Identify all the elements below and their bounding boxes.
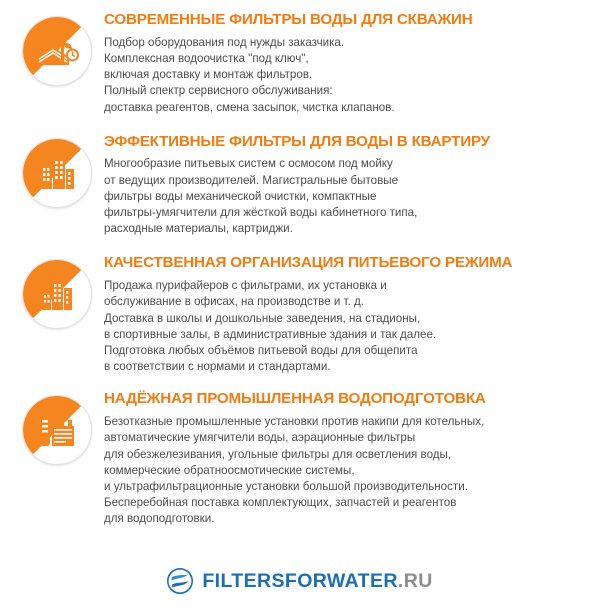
- body-line: в спортивные залы, в административные здания и так далее.: [104, 327, 437, 341]
- body-line: Доставка в школы и дошкольные заведения, на стадионы,: [104, 311, 421, 325]
- badge-inner: [23, 139, 91, 207]
- body-line: фильтры воды механической очистки, компактные: [104, 189, 377, 203]
- text-column: [100, 391, 588, 527]
- body-line: Многообразие питьевых систем с осмосом под мойку: [104, 157, 393, 171]
- well-field-icon: [22, 16, 92, 86]
- section-title: СОВРЕМЕННЫЕ ФИЛЬТРЫ ВОДЫ ДЛЯ СКВАЖИН: [104, 11, 473, 28]
- section-body: [104, 156, 588, 237]
- body-line: Подбор оборудования под нужды заказчика.: [104, 35, 345, 49]
- text-column: [100, 255, 588, 375]
- body-line: Безотказные промышленные установки против накипи для котельных,: [104, 415, 485, 429]
- section-body: [104, 35, 588, 116]
- icon-column: [14, 134, 100, 208]
- body-line: для водоподготовки.: [104, 512, 215, 526]
- icon-column: [14, 391, 100, 465]
- section-industrial: [0, 391, 600, 527]
- logo-text-tld: .RU: [397, 569, 433, 592]
- body-line: коммерческие обратноосмотические системы,: [104, 463, 355, 477]
- body-line: Подготовка любых объёмов питьевой воды для общепита: [104, 344, 418, 357]
- body-line: расходные материалы, картриджи.: [104, 222, 293, 236]
- body-line: от ведущих производителей. Магистральные бытовые: [104, 173, 399, 187]
- promo-page: [0, 12, 600, 612]
- logo-text: [202, 570, 432, 593]
- body-line: автоматические умягчители воды, аэрационные фильтры: [104, 431, 416, 445]
- body-line: в соответствии с нормами и стандартами.: [104, 360, 331, 374]
- section-body: [104, 278, 588, 375]
- water-swirl-logo-icon: [167, 568, 193, 594]
- icon-column: [14, 12, 100, 86]
- section-title: ЭФФЕКТИВНЫЕ ФИЛЬТРЫ ДЛЯ ВОДЫ В КВАРТИРУ: [104, 132, 490, 150]
- section-drinking-regime: [0, 255, 600, 375]
- icon-column: [14, 255, 100, 329]
- body-line: Бесперебойная поставка комплектующих, запчастей и реагентов: [104, 496, 457, 510]
- body-line: Продажа пурифайеров с фильтрами, их установка и: [104, 279, 387, 293]
- industrial-plant-icon: [22, 395, 92, 465]
- text-column: [100, 12, 588, 116]
- body-line: Полный спектр сервисного обслуживания:: [104, 84, 333, 98]
- badge-inner: [23, 260, 91, 328]
- body-line: доставка реагентов, смена засыпок, чистка клапанов.: [104, 100, 395, 114]
- section-title: КАЧЕСТВЕННАЯ ОРГАНИЗАЦИЯ ПИТЬЕВОГО РЕЖИМА: [104, 254, 513, 272]
- office-towers-icon: [22, 259, 92, 329]
- section-body: [104, 414, 588, 527]
- section-apartment: [0, 134, 600, 238]
- badge-inner: [23, 396, 91, 464]
- body-line: фильтры-умягчители для жёсткой воды кабинетного типа,: [104, 206, 418, 220]
- body-line: и ультрафильтрационные установки большой производительности.: [104, 479, 468, 493]
- text-column: [100, 134, 588, 238]
- badge-inner: [23, 17, 91, 85]
- body-line: обслуживание в офисах, на производстве и т. д.: [104, 295, 365, 309]
- logo-text-main: FILTERSFORWATER: [202, 569, 398, 592]
- body-line: для обезжелезивания, угольные фильтры для осветления воды,: [104, 447, 452, 461]
- site-logo[interactable]: [0, 568, 600, 594]
- apartment-building-icon: [22, 138, 92, 208]
- section-title: НАДЁЖНАЯ ПРОМЫШЛЕННАЯ ВОДОПОДГОТОВКА: [104, 390, 486, 408]
- body-line: включая доставку и монтаж фильтров.: [104, 68, 313, 82]
- body-line: Комплексная водоочистка "под ключ",: [104, 51, 309, 65]
- section-wells: [0, 12, 600, 116]
